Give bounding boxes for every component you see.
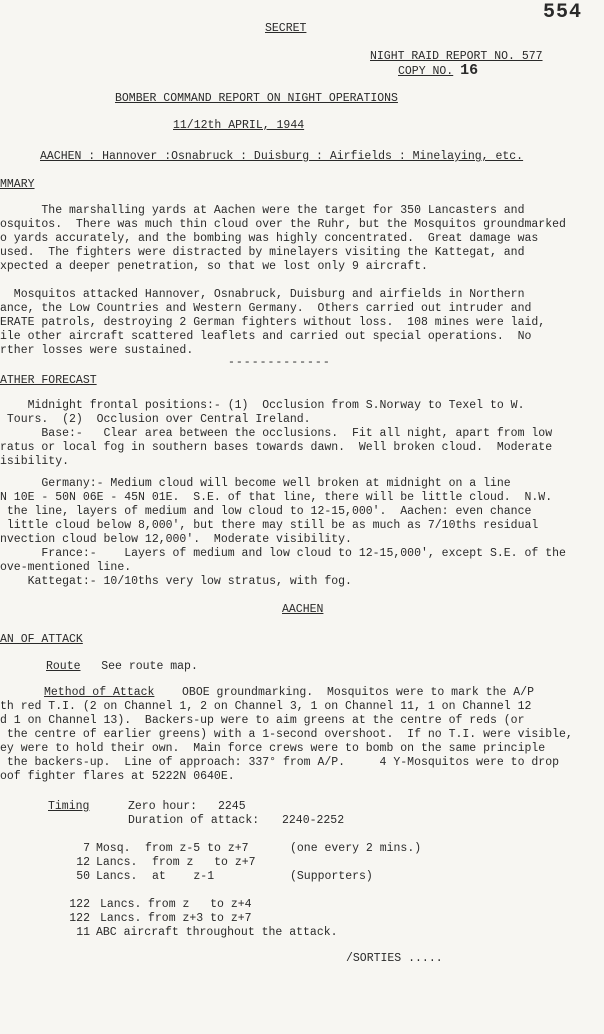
- text-line: d 1 on Channel 13). Backers-up were to aim greens at the centre of reds (or: [0, 714, 525, 727]
- text-line: Kattegat:- 10/10ths very low stratus, with fog.: [0, 575, 352, 588]
- summary-paragraph-1: [0, 204, 600, 274]
- report-number: NIGHT RAID REPORT NO. 577: [370, 50, 543, 63]
- schedule-time: from z to z+7: [152, 856, 256, 869]
- route-label: Route: [46, 660, 81, 673]
- schedule-qty: 7: [83, 842, 90, 855]
- text-line: osquitos. There was much thin cloud over the Ruhr, but the Mosquitos groundmarked: [0, 218, 566, 231]
- text-line: the centre of earlier greens) with a 1-second overshoot. If no T.I. were visible,: [0, 728, 573, 741]
- schedule-type: Mosq.: [96, 842, 131, 855]
- text-line: ance, the Low Countries and Western Germany. Others carried out intruder and: [0, 302, 532, 315]
- text-line: rther losses were sustained.: [0, 344, 194, 357]
- text-line: oof fighter flares at 5222N 0640E.: [0, 770, 235, 783]
- classification: SECRET: [265, 22, 307, 35]
- weather-heading: ATHER FORECAST: [0, 374, 97, 387]
- text-line: o yards accurately, and the bombing was highly concentrated. Great damage was: [0, 232, 539, 245]
- route-line: [46, 660, 198, 674]
- schedule-type: Lancs.: [100, 898, 142, 911]
- aachen-heading: AACHEN: [282, 603, 324, 616]
- timing-label: Timing: [48, 800, 90, 813]
- text-line: the backers-up. Line of approach: 337° from A/P. 4 Y-Mosquitos were to drop: [0, 756, 559, 769]
- text-line: nvection cloud below 12,000'. Moderate visibility.: [0, 533, 352, 546]
- schedule-type: Lancs.: [96, 856, 138, 869]
- route-text: See route map.: [101, 660, 198, 673]
- text-line: ratus or local fog in southern bases towards dawn. Well broken cloud. Moderate: [0, 441, 553, 454]
- schedule-time: from z to z+4: [148, 898, 252, 911]
- copy-number-value: 16: [460, 62, 479, 79]
- schedule-qty: 122: [69, 912, 90, 925]
- method-label: Method of Attack: [44, 686, 155, 699]
- text-line: used. The fighters were distracted by minelayers visiting the Kattegat, and: [0, 246, 525, 259]
- plan-of-attack-heading: AN OF ATTACK: [0, 633, 83, 646]
- method-of-attack: [0, 700, 600, 784]
- zero-hour-label: Zero hour:: [128, 800, 198, 813]
- schedule-qty: 122: [69, 898, 90, 911]
- schedule-time: at z-1: [152, 870, 215, 883]
- schedule-qty: 11: [76, 926, 90, 939]
- report-title: BOMBER COMMAND REPORT ON NIGHT OPERATIONS: [115, 92, 398, 105]
- text-line: isibility.: [0, 455, 70, 468]
- text-line: Tours. (2) Occlusion over Central Ireland.: [0, 413, 311, 426]
- section-divider: -------------: [228, 356, 331, 369]
- text-line: Base:- Clear area between the occlusions. Fit all night, apart from low: [0, 427, 553, 440]
- schedule-time: from z-5 to z+7: [145, 842, 249, 855]
- schedule-qty: 50: [76, 870, 90, 883]
- text-line: ove-mentioned line.: [0, 561, 132, 574]
- schedule-type: Lancs.: [100, 912, 142, 925]
- schedule-qty: 12: [76, 856, 90, 869]
- schedule-type: Lancs.: [96, 870, 138, 883]
- continuation-marker: /SORTIES .....: [346, 952, 443, 965]
- schedule-note: (one every 2 mins.): [290, 842, 422, 855]
- text-line: little cloud below 8,000', but there may still be as much as 7/10ths residual: [0, 519, 539, 532]
- text-line: The marshalling yards at Aachen were the target for 350 Lancasters and: [0, 204, 525, 217]
- text-line: th red T.I. (2 on Channel 1, 2 on Channel 3, 1 on Channel 11, 1 on Channel 12: [0, 700, 532, 713]
- summary-paragraph-2: [0, 288, 600, 358]
- text-line: ERATE patrols, destroying 2 German fighters without loss. 108 mines were laid,: [0, 316, 546, 329]
- schedule-type: ABC aircraft throughout the attack.: [96, 926, 338, 939]
- copy-number-label: [398, 64, 478, 79]
- text-line: Mosquitos attacked Hannover, Osnabruck, Duisburg and airfields in Northern: [0, 288, 525, 301]
- report-date: 11/12th APRIL, 1944: [173, 119, 305, 132]
- text-line: xpected a deeper penetration, so that we lost only 9 aircraft.: [0, 260, 428, 273]
- target-list: AACHEN : Hannover :Osnabruck : Duisburg : Airfields : Minelaying, etc.: [40, 150, 524, 163]
- summary-heading: MMARY: [0, 178, 35, 191]
- weather-forecast: [0, 399, 600, 589]
- text-line: Midnight frontal positions:- (1) Occlusion from S.Norway to Texel to W.: [0, 399, 525, 412]
- text-line: N 10E - 50N 06E - 45N 01E. S.E. of that line, there will be little cloud. N.W.: [0, 491, 553, 504]
- page-number: 554: [543, 1, 583, 24]
- method-first-line: [44, 686, 534, 700]
- text-line: ey were to hold their own. Main force crews were to bomb on the same principle: [0, 742, 546, 755]
- schedule-note: (Supporters): [290, 870, 373, 883]
- text-line: ile other aircraft scattered leaflets and carried out special operations. No: [0, 330, 532, 343]
- zero-hour-value: 2245: [218, 800, 246, 813]
- text-line: France:- Layers of medium and low cloud to 12-15,000', except S.E. of the: [0, 547, 566, 560]
- text-line: the line, layers of medium and low cloud to 12-15,000'. Aachen: even chance: [0, 505, 532, 518]
- duration-label: Duration of attack:: [128, 814, 260, 827]
- text-line: OBOE groundmarking. Mosquitos were to mark the A/P: [182, 686, 534, 699]
- copy-no-text: COPY NO.: [398, 65, 454, 78]
- duration-value: 2240-2252: [282, 814, 345, 827]
- text-line: Germany:- Medium cloud will become well broken at midnight on a line: [0, 477, 511, 490]
- schedule-time: from z+3 to z+7: [148, 912, 252, 925]
